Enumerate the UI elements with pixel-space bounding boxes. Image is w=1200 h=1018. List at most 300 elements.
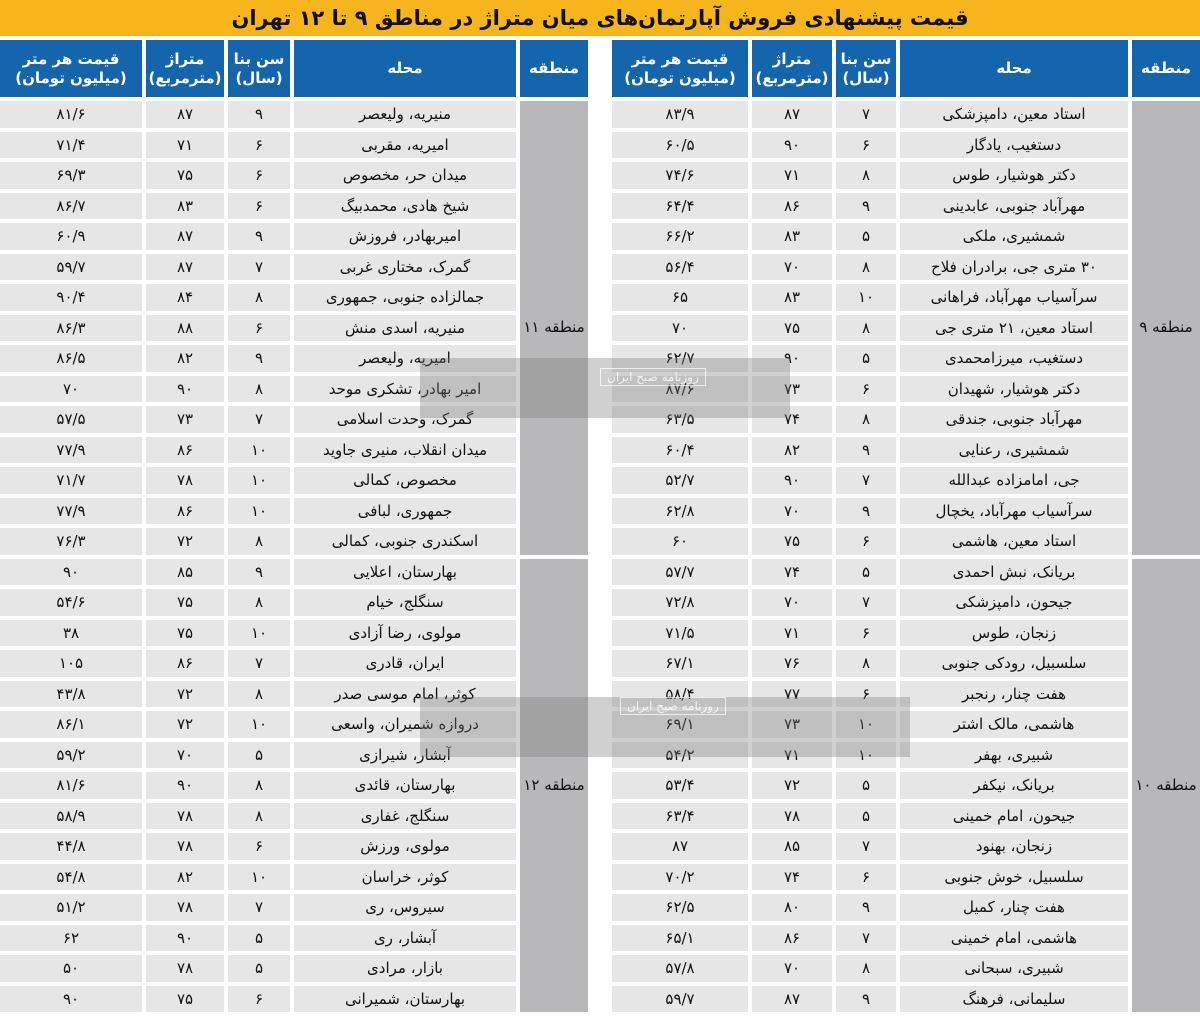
page-title: قیمت پیشنهادی فروش آپارتمان‌های میان متراژ در مناطق ۹ تا ۱۲ تهران [231,6,969,30]
price-cell: ۴۴/۸ [0,833,142,860]
table-row [0,437,516,464]
table-row [0,345,516,372]
age-cell: ۸ [836,955,896,982]
zone-label: منطقه ۱۱ [520,101,588,555]
area-cell: ۷۳ [752,711,832,738]
table-row [612,315,1128,342]
price-cell: ۵۴/۲ [612,742,748,769]
area-cell: ۷۸ [146,803,224,830]
age-cell: ۷ [836,589,896,616]
price-cell: ۵۸/۹ [0,803,142,830]
area-cell: ۹۰ [752,132,832,159]
neighborhood-cell: سنگلج، غفاری [294,803,516,830]
area-cell: ۷۴ [752,864,832,891]
area-cell: ۷۸ [146,955,224,982]
price-cell: ۸۱/۶ [0,101,142,128]
neighborhood-cell: شبیری، سبحانی [900,955,1128,982]
area-cell: ۷۰ [752,254,832,281]
age-cell: ۵ [836,803,896,830]
price-cell: ۷۰/۲ [612,864,748,891]
area-cell: ۸۰ [752,894,832,921]
area-cell: ۸۲ [146,864,224,891]
area-cell: ۸۵ [146,559,224,586]
title-bar [0,0,1200,36]
neighborhood-cell: امیر بهادر، تشکری موحد [294,376,516,403]
area-cell: ۷۲ [146,528,224,555]
area-cell: ۷۵ [752,528,832,555]
neighborhood-cell: بهارستان، قائدی [294,772,516,799]
area-cell: ۷۰ [752,955,832,982]
age-cell: ۶ [228,315,290,342]
area-cell: ۸۶ [146,498,224,525]
area-cell: ۷۳ [146,406,224,433]
area-cell: ۷۷ [752,681,832,708]
age-cell: ۵ [836,559,896,586]
neighborhood-cell: سلسبیل، خوش جنوبی [900,864,1128,891]
neighborhood-cell: شمشیری، رعنایی [900,437,1128,464]
table-row [612,254,1128,281]
neighborhood-cell: جمالزاده جنوبی، جمهوری [294,284,516,311]
price-cell: ۶۹/۳ [0,162,142,189]
area-cell: ۷۸ [146,467,224,494]
header-zone: منطقه [1132,40,1200,97]
area-cell: ۷۲ [752,772,832,799]
price-cell: ۶۰/۴ [612,437,748,464]
neighborhood-cell: سلیمانی، فرهنگ [900,986,1128,1013]
table-row [612,620,1128,647]
neighborhood-cell: هفت چنار، کمیل [900,894,1128,921]
table-row [0,101,516,128]
area-cell: ۸۵ [752,833,832,860]
zone-label: منطقه ۹ [1132,101,1200,555]
table-row [0,650,516,677]
table-row [612,803,1128,830]
table-row [0,681,516,708]
neighborhood-cell: کوثر، خراسان [294,864,516,891]
area-cell: ۷۰ [752,498,832,525]
price-cell: ۳۸ [0,620,142,647]
header-neighborhood: محله [900,40,1128,97]
neighborhood-cell: هفت چنار، رنجبر [900,681,1128,708]
table-row [612,132,1128,159]
age-cell: ۸ [228,681,290,708]
age-cell: ۱۰ [228,864,290,891]
age-cell: ۱۰ [228,620,290,647]
age-cell: ۹ [836,498,896,525]
header-neighborhood: محله [294,40,516,97]
table-row [612,437,1128,464]
age-cell: ۶ [836,681,896,708]
neighborhood-cell: آبشار، ری [294,925,516,952]
table-row [612,528,1128,555]
price-cell: ۸۶/۷ [0,193,142,220]
area-cell: ۷۵ [146,986,224,1013]
table-header [612,40,1200,97]
table-row [0,254,516,281]
neighborhood-cell: جیحون، امام خمینی [900,803,1128,830]
age-cell: ۵ [836,772,896,799]
table-row [0,559,516,586]
table-row [0,742,516,769]
price-cell: ۵۸/۴ [612,681,748,708]
price-cell: ۷۰ [612,315,748,342]
age-cell: ۷ [228,254,290,281]
area-cell: ۸۳ [146,193,224,220]
area-cell: ۸۷ [752,986,832,1013]
price-cell: ۶۵ [612,284,748,311]
age-cell: ۶ [228,986,290,1013]
neighborhood-cell: سرآسیاب مهرآباد، یخچال [900,498,1128,525]
price-cell: ۵۹/۷ [612,986,748,1013]
zone-group [612,559,1200,1013]
table-row [0,467,516,494]
table-row [0,955,516,982]
area-cell: ۷۴ [752,406,832,433]
zone-label: منطقه ۱۰ [1132,559,1200,1013]
age-cell: ۶ [228,132,290,159]
age-cell: ۸ [228,803,290,830]
neighborhood-cell: شمشیری، ملکی [900,223,1128,250]
area-cell: ۹۰ [146,772,224,799]
neighborhood-cell: میدان حر، مخصوص [294,162,516,189]
price-cell: ۵۴/۸ [0,864,142,891]
table-row [612,650,1128,677]
age-cell: ۷ [836,101,896,128]
watermark-text: روزنامه صبح ایران [620,697,726,715]
age-cell: ۷ [228,406,290,433]
area-cell: ۷۰ [146,742,224,769]
header-area: متراژ (مترمربع) [752,40,832,97]
price-cell: ۷۷/۹ [0,498,142,525]
neighborhood-cell: دکتر هوشیار، طوس [900,162,1128,189]
price-cell: ۵۷/۵ [0,406,142,433]
price-cell: ۶۰/۹ [0,223,142,250]
price-cell: ۵۰ [0,955,142,982]
age-cell: ۸ [228,772,290,799]
price-cell: ۵۶/۴ [612,254,748,281]
age-cell: ۵ [228,925,290,952]
age-cell: ۷ [836,833,896,860]
table-row [612,894,1128,921]
neighborhood-cell: مولوی، رضا آزادی [294,620,516,647]
age-cell: ۸ [228,528,290,555]
area-cell: ۸۶ [146,437,224,464]
table-row [612,589,1128,616]
price-cell: ۷۷/۹ [0,437,142,464]
neighborhood-cell: منیریه، ولیعصر [294,101,516,128]
neighborhood-cell: میدان انقلاب، منیری جاوید [294,437,516,464]
age-cell: ۶ [836,620,896,647]
neighborhood-cell: استاد معین، ۲۱ متری جی [900,315,1128,342]
area-cell: ۸۸ [146,315,224,342]
table-row [0,193,516,220]
table-row [612,498,1128,525]
area-cell: ۸۲ [146,345,224,372]
price-cell: ۸۶/۱ [0,711,142,738]
age-cell: ۵ [836,345,896,372]
neighborhood-cell: بازار، مرادی [294,955,516,982]
price-cell: ۶۹/۱ [612,711,748,738]
table-row [612,223,1128,250]
neighborhood-cell: امیریه، ولیعصر [294,345,516,372]
price-cell: ۶۶/۲ [612,223,748,250]
neighborhood-cell: منیریه، اسدی منش [294,315,516,342]
table-row [0,833,516,860]
area-cell: ۸۶ [752,193,832,220]
age-cell: ۷ [228,650,290,677]
table-row [0,315,516,342]
neighborhood-cell: ۳۰ متری جی، برادران فلاح [900,254,1128,281]
neighborhood-cell: مولوی، ورزش [294,833,516,860]
age-cell: ۶ [836,864,896,891]
age-cell: ۸ [228,589,290,616]
table-row [612,986,1128,1013]
price-cell: ۸۱/۶ [0,772,142,799]
price-cell: ۸۶/۳ [0,315,142,342]
area-cell: ۸۷ [752,101,832,128]
header-area: متراژ (مترمربع) [146,40,224,97]
age-cell: ۶ [228,193,290,220]
price-cell: ۵۴/۶ [0,589,142,616]
area-cell: ۹۰ [146,376,224,403]
header-age: سن بنا (سال) [836,40,896,97]
area-cell: ۷۱ [752,742,832,769]
table-row [612,833,1128,860]
price-cell: ۹۰ [0,986,142,1013]
table-row [612,955,1128,982]
area-cell: ۹۰ [146,925,224,952]
price-cell: ۷۱/۵ [612,620,748,647]
age-cell: ۹ [228,223,290,250]
price-cell: ۵۹/۷ [0,254,142,281]
area-cell: ۷۸ [146,833,224,860]
age-cell: ۸ [836,254,896,281]
neighborhood-cell: دکتر هوشیار، شهیدان [900,376,1128,403]
neighborhood-cell: آبشار، شیرازی [294,742,516,769]
header-zone: منطقه [520,40,588,97]
age-cell: ۵ [228,955,290,982]
age-cell: ۱۰ [836,711,896,738]
price-cell: ۶۰/۵ [612,132,748,159]
price-cell: ۶۲/۷ [612,345,748,372]
neighborhood-cell: سنگلج، خیام [294,589,516,616]
area-cell: ۸۳ [752,284,832,311]
area-cell: ۸۳ [752,223,832,250]
table-row [612,193,1128,220]
table-row [0,132,516,159]
age-cell: ۱۰ [836,742,896,769]
neighborhood-cell: بریانک، نبش احمدی [900,559,1128,586]
age-cell: ۱۰ [836,284,896,311]
neighborhood-cell: مخصوص، کمالی [294,467,516,494]
zone-group [612,101,1200,555]
table-row [612,406,1128,433]
table-row [0,589,516,616]
price-cell: ۶۷/۱ [612,650,748,677]
area-cell: ۷۰ [752,589,832,616]
neighborhood-cell: شیخ هادی، محمدبیگ [294,193,516,220]
table-row [0,406,516,433]
price-cell: ۸۶/۵ [0,345,142,372]
table-row [612,772,1128,799]
neighborhood-cell: سرآسیاب مهرآباد، فراهانی [900,284,1128,311]
price-cell: ۶۲ [0,925,142,952]
area-cell: ۷۸ [752,803,832,830]
area-cell: ۸۶ [752,925,832,952]
table-row [0,223,516,250]
zone-label: منطقه ۱۲ [520,559,588,1013]
neighborhood-cell: دستغیب، میرزامحمدی [900,345,1128,372]
area-cell: ۷۱ [752,620,832,647]
table-row [612,284,1128,311]
price-cell: ۶۳/۵ [612,406,748,433]
area-cell: ۷۲ [146,711,224,738]
price-cell: ۶۳/۴ [612,803,748,830]
area-cell: ۸۴ [146,284,224,311]
neighborhood-cell: مهرآباد جنوبی، جندقی [900,406,1128,433]
area-cell: ۹۰ [752,345,832,372]
area-cell: ۷۵ [146,589,224,616]
area-cell: ۷۱ [146,132,224,159]
age-cell: ۸ [836,650,896,677]
price-cell: ۸۷ [612,833,748,860]
age-cell: ۶ [228,833,290,860]
price-cell: ۷۰ [0,376,142,403]
area-cell: ۷۸ [146,894,224,921]
age-cell: ۱۰ [228,711,290,738]
header-price: قیمت هر متر (میلیون تومان) [0,40,142,97]
price-cell: ۷۲/۸ [612,589,748,616]
area-cell: ۸۷ [146,101,224,128]
table-row [612,925,1128,952]
price-cell: ۷۶/۳ [0,528,142,555]
table-row [0,498,516,525]
neighborhood-cell: امیریه، مقربی [294,132,516,159]
neighborhood-cell: کوثر، امام موسی صدر [294,681,516,708]
age-cell: ۶ [836,376,896,403]
neighborhood-cell: گمرک، وحدت اسلامی [294,406,516,433]
table-row [0,162,516,189]
price-cell: ۶۵/۱ [612,925,748,952]
age-cell: ۹ [836,193,896,220]
neighborhood-cell: استاد معین، هاشمی [900,528,1128,555]
neighborhood-cell: سلسبیل، رودکی جنوبی [900,650,1128,677]
zone-group [0,101,588,555]
neighborhood-cell: امیربهادر، فروزش [294,223,516,250]
neighborhood-cell: بهارستان، اعلایی [294,559,516,586]
price-cell: ۸۳/۹ [612,101,748,128]
table-zones-9-10 [612,40,1200,1012]
neighborhood-cell: دستغیب، یادگار [900,132,1128,159]
table-zones-11-12 [0,40,588,1012]
price-cell: ۵۷/۸ [612,955,748,982]
table-row [0,528,516,555]
table-row [0,864,516,891]
table-row [612,742,1128,769]
age-cell: ۸ [836,315,896,342]
area-cell: ۸۲ [752,437,832,464]
area-cell: ۷۴ [752,559,832,586]
age-cell: ۶ [836,132,896,159]
price-cell: ۶۲/۸ [612,498,748,525]
age-cell: ۹ [228,559,290,586]
zone-group [0,559,588,1013]
price-cell: ۴۳/۸ [0,681,142,708]
price-cell: ۵۲/۷ [612,467,748,494]
header-price: قیمت هر متر (میلیون تومان) [612,40,748,97]
price-cell: ۸۷/۶ [612,376,748,403]
header-age: سن بنا (سال) [228,40,290,97]
price-cell: ۵۱/۲ [0,894,142,921]
age-cell: ۵ [836,223,896,250]
age-cell: ۸ [228,376,290,403]
watermark-text: روزنامه صبح ایران [600,368,706,386]
table-row [612,101,1128,128]
table-row [0,711,516,738]
area-cell: ۷۵ [752,315,832,342]
price-cell: ۵۹/۲ [0,742,142,769]
table-row [0,284,516,311]
table-row [0,620,516,647]
price-cell: ۷۴/۶ [612,162,748,189]
area-cell: ۷۵ [146,620,224,647]
area-cell: ۸۶ [146,650,224,677]
neighborhood-cell: بریانک، نیکفر [900,772,1128,799]
area-cell: ۸۷ [146,254,224,281]
age-cell: ۸ [836,406,896,433]
age-cell: ۵ [228,742,290,769]
price-cell: ۵۷/۷ [612,559,748,586]
area-cell: ۷۳ [752,376,832,403]
age-cell: ۶ [228,162,290,189]
age-cell: ۹ [836,986,896,1013]
price-cell: ۹۰/۴ [0,284,142,311]
area-cell: ۷۶ [752,650,832,677]
neighborhood-cell: زنجان، طوس [900,620,1128,647]
neighborhood-cell: شبیری، بهفر [900,742,1128,769]
age-cell: ۹ [836,437,896,464]
neighborhood-cell: زنجان، بهنود [900,833,1128,860]
price-cell: ۹۰ [0,559,142,586]
neighborhood-cell: ایران، قادری [294,650,516,677]
neighborhood-cell: سیروس، ری [294,894,516,921]
table-row [0,986,516,1013]
age-cell: ۱۰ [228,498,290,525]
price-cell: ۶۰ [612,528,748,555]
price-cell: ۶۴/۴ [612,193,748,220]
age-cell: ۹ [228,345,290,372]
table-row [0,772,516,799]
age-cell: ۱۰ [228,437,290,464]
age-cell: ۶ [836,528,896,555]
age-cell: ۱۰ [228,467,290,494]
table-row [0,925,516,952]
table-row [612,864,1128,891]
neighborhood-cell: جمهوری، لبافی [294,498,516,525]
neighborhood-cell: دروازه شمیران، واسعی [294,711,516,738]
table-header [0,40,588,97]
neighborhood-cell: جیحون، دامپزشکی [900,589,1128,616]
age-cell: ۷ [836,467,896,494]
age-cell: ۸ [228,284,290,311]
neighborhood-cell: مهرآباد جنوبی، عابدینی [900,193,1128,220]
area-cell: ۹۰ [752,467,832,494]
price-cell: ۷۱/۷ [0,467,142,494]
table-row [612,162,1128,189]
age-cell: ۸ [836,162,896,189]
price-cell: ۶۲/۵ [612,894,748,921]
age-cell: ۷ [228,894,290,921]
